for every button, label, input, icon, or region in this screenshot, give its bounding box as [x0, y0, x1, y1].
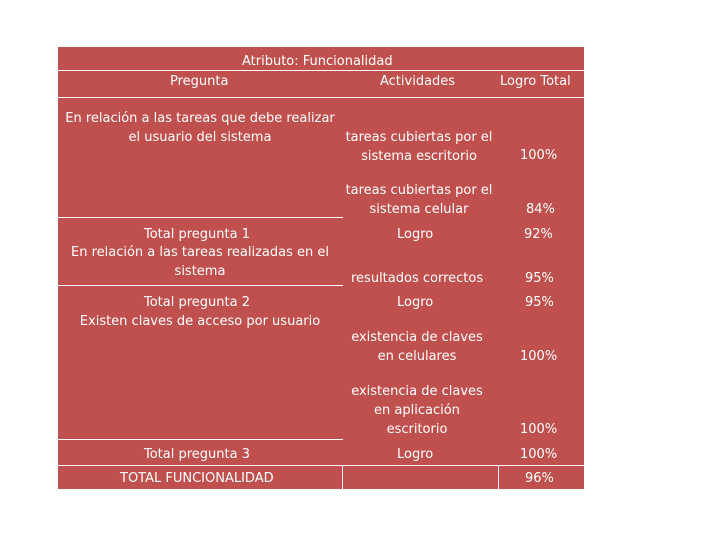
functionality-table	[58, 47, 584, 489]
total-funcionalidad-label: TOTAL FUNCIONALIDAD	[120, 471, 274, 486]
question-1-activity-1: tareas cubiertas por el sistema escritorio	[345, 130, 493, 164]
total-question-3-activity: Logro	[397, 447, 434, 462]
question-1-value-1: 100%	[520, 148, 558, 163]
question-3-text: Existen claves de acceso por usuario	[79, 314, 321, 329]
total-question-3-label: Total pregunta 3	[144, 447, 250, 462]
column-divider	[498, 465, 499, 489]
header-pregunta: Pregunta	[170, 74, 229, 89]
header-actividades: Actividades	[380, 74, 456, 89]
row-divider	[58, 285, 343, 286]
total-question-2-label: Total pregunta 2	[144, 295, 250, 310]
header-logro-total: Logro Total	[500, 74, 571, 89]
row-divider	[58, 217, 343, 218]
total-question-2-value: 95%	[525, 295, 554, 310]
column-divider	[342, 465, 343, 489]
total-question-3-value: 100%	[520, 447, 558, 462]
total-question-2-activity: Logro	[397, 295, 434, 310]
row-divider	[58, 439, 343, 440]
question-1-text: En relación a las tareas que debe realizar el usuario del sistema	[65, 111, 335, 145]
question-3-activity-2: existencia de claves en aplicación escritorio	[351, 384, 483, 437]
question-2-activity-1: resultados correctos	[351, 271, 484, 286]
total-question-1-activity: Logro	[397, 227, 434, 242]
total-funcionalidad-value: 96%	[525, 471, 554, 486]
question-2-value-1: 95%	[525, 271, 554, 286]
question-3-value-2: 100%	[520, 422, 558, 437]
question-3-activity-1: existencia de claves en celulares	[351, 330, 483, 364]
row-divider	[58, 97, 584, 98]
row-divider	[58, 465, 584, 466]
question-2-text: En relación a las tareas realizadas en el sistema	[70, 245, 330, 279]
question-1-value-2: 84%	[526, 202, 555, 217]
question-1-activity-2: tareas cubiertas por el sistema celular	[345, 183, 493, 217]
total-question-1-value: 92%	[524, 227, 553, 242]
table-title: Atributo: Funcionalidad	[242, 54, 393, 69]
total-question-1-label: Total pregunta 1	[144, 227, 250, 242]
question-3-value-1: 100%	[520, 349, 558, 364]
